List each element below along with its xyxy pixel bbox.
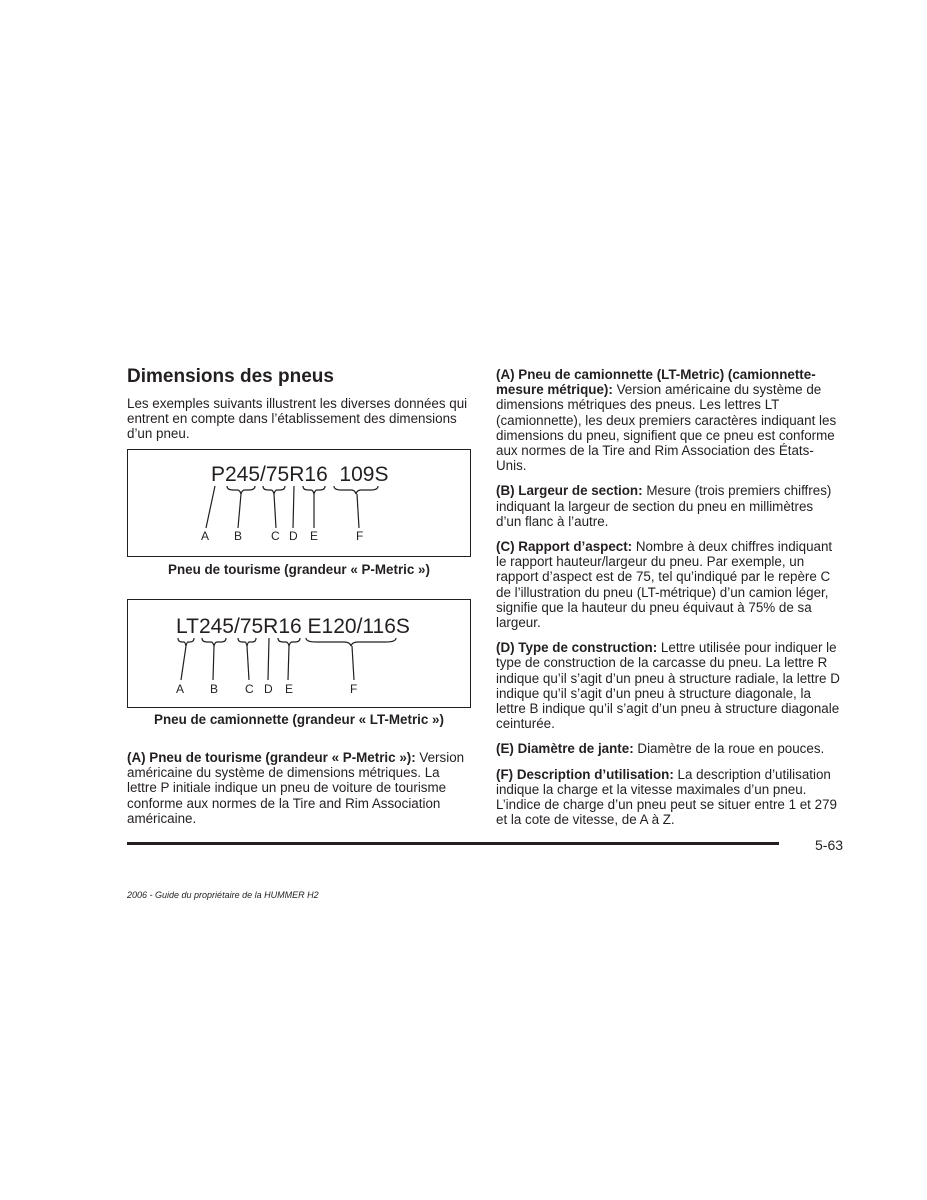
label-d: D: [264, 682, 273, 696]
tire-diagram-lt-metric: [127, 599, 471, 708]
bracket-lines: [206, 486, 378, 528]
label-f: F: [350, 682, 358, 696]
tire-diagram-p-metric: [127, 449, 471, 557]
definition-text: Mesure (trois premiers chiffres) indiquant la largeur de section du pneu en millimètres d’un flanc à l’autre.: [496, 483, 832, 529]
figure-caption-p-metric: Pneu de tourisme (grandeur « P-Metric »): [168, 562, 430, 577]
definition-item: [496, 767, 840, 828]
left-column: [127, 366, 471, 442]
definition-item: [127, 750, 471, 826]
tire-code-lt-metric: LT245/75R16 E120/116S: [176, 615, 410, 638]
tire-diagram-lt-metric-svg: [128, 600, 470, 707]
label-a: A: [201, 529, 210, 543]
definition-item: [496, 367, 840, 473]
label-f: F: [356, 529, 364, 543]
label-c: C: [271, 529, 280, 543]
label-c: C: [245, 682, 254, 696]
definition-heading: (D) Type de construction:: [496, 640, 658, 656]
label-e: E: [285, 682, 294, 696]
definition-text: Diamètre de la roue en pouces.: [637, 741, 825, 757]
definition-heading: (F) Description d’utilisation:: [496, 766, 674, 782]
label-e: E: [310, 529, 319, 543]
figure-caption-lt-metric: Pneu de camionnette (grandeur « LT-Metric »): [154, 712, 444, 727]
left-definitions: [127, 750, 471, 836]
tire-diagram-p-metric-svg: [128, 450, 470, 556]
definition-heading: (E) Diamètre de jante:: [496, 741, 634, 757]
definition-heading: (C) Rapport d’aspect:: [496, 539, 633, 555]
label-d: D: [289, 529, 298, 543]
intro-paragraph: Les exemples suivants illustrent les diverses données qui entrent en compte dans l’établissement des dimensions d’un pneu.: [127, 396, 468, 442]
tire-code-p-metric: P245/75R16 109S: [211, 463, 389, 486]
definition-text: Lettre utilisée pour indiquer le type de construction de la carcasse du pneu. La lettre R indique qu’il s’agit d’un pneu à structure radiale, la lettre D indique qu’il s’agit d’un pneu à structure diagonale, la lettre B indique qu’il s’agit d’un pneu à structure diagonale ceinturée.: [496, 640, 840, 732]
definition-heading: (B) Largeur de section:: [496, 483, 643, 499]
bracket-lines-lt: [178, 638, 396, 680]
definition-text: La description d’utilisation indique la charge et la vitesse maximales d’un pneu. L’indice de charge d’un pneu peut se situer entre 1 et 279 et la cote de vitesse, de A à Z.: [496, 766, 837, 828]
definition-item: [496, 640, 840, 731]
definition-text: Version américaine du système de dimensions métriques. La lettre P initiale indique un pneu de voiture de tourisme conforme aux normes de la Tire and Rim Association américaine.: [127, 750, 465, 826]
definition-heading: (A) Pneu de tourisme (grandeur « P-Metric »):: [127, 750, 416, 765]
definition-text: Version américaine du système de dimensions métriques des pneus. Les lettres LT (camionnette), les deux premiers caractères indiquant les dimensions du pneu, signifient que ce pneu est conforme aux normes de la Tire and Rim Association des États-Unis.: [496, 382, 837, 474]
footer-text: 2006 - Guide du propriétaire de la HUMMER H2: [127, 890, 319, 900]
definition-item: [496, 741, 840, 756]
section-title: Dimensions des pneus: [127, 366, 334, 387]
definition-text: Nombre à deux chiffres indiquant le rapport hauteur/largeur du pneu. Par exemple, un rapport d’aspect est de 75, tel qu’indiqué par le repère C de l’illustration du pneu (LT-métrique) d’un camion léger, signifie que la hauteur du pneu équivaut à 75% de sa largeur.: [496, 539, 833, 631]
definition-item: [496, 539, 840, 630]
page-number: 5-63: [815, 837, 844, 853]
definition-heading: (A) Pneu de camionnette (LT-Metric) (camionnette-mesure métrique):: [496, 367, 816, 398]
label-a: A: [176, 682, 185, 696]
label-b: B: [210, 682, 219, 696]
right-column: [496, 367, 840, 837]
label-b: B: [234, 529, 243, 543]
definition-item: [496, 483, 840, 529]
page-rule: [127, 842, 779, 845]
